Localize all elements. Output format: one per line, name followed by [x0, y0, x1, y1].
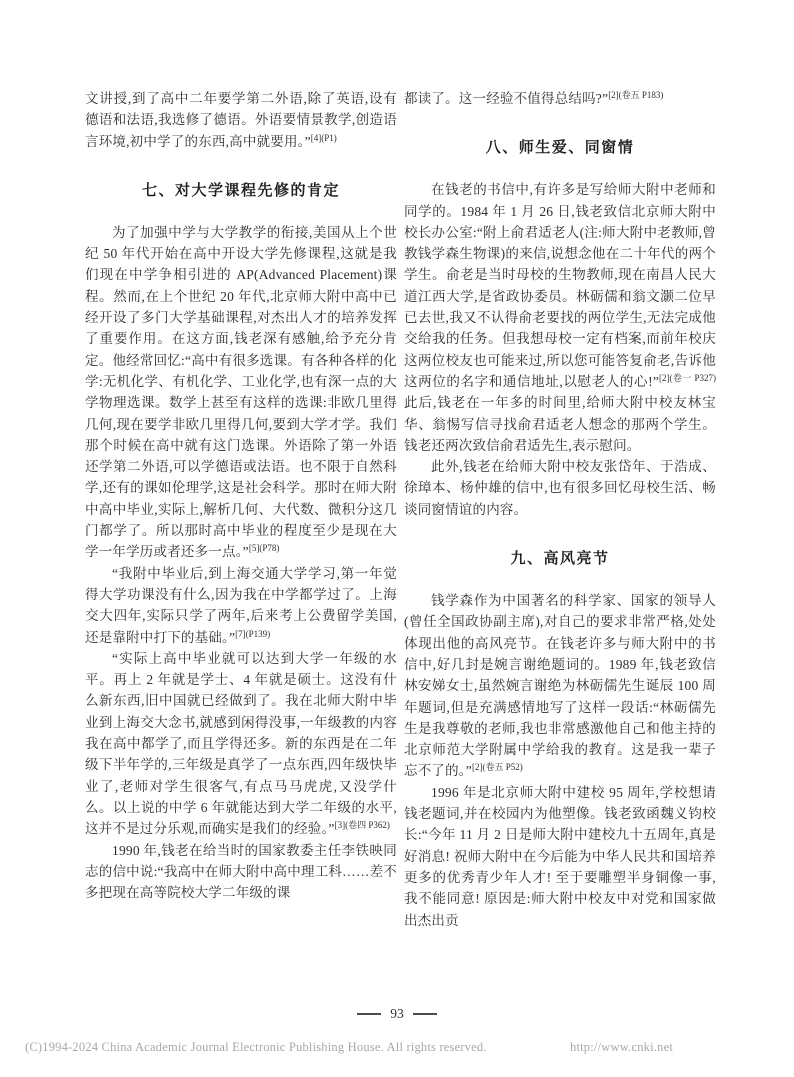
column-right [404, 88, 716, 931]
paragraph: 1990 年,钱老在给当时的国家教委主任李铁映同志的信中说:“我高中在师大附中高中理工科……差不多把现在高等院校大学二年级的课 [85, 842, 397, 901]
section-heading: 九、高风亮节 [510, 550, 610, 568]
footer-url: http://www.cnki.net [570, 1040, 673, 1054]
paragraph: 在钱老的书信中,有许多是写给师大附中老师和同学的。1984 年 1 月 26 日,钱老致信北京师大附中校长办公室:“附上俞君适老人(注:师大附中老教师,曾教钱学森生物课)的来信,说想念他在二十年代的两个学生。俞老是当时母校的生物教师,现在南昌人民大道江西大学,是省政协委员。林砺儒和翁文灏二位早已去世,我又不认得俞老要找的两位学生,无法完成他交给我的任务。但我想母校一定有档案,而前年校庆这两位校友也可能来过,所以您可能答复俞老,告诉他这两位的名字和通信地址,以慰老人的心!”$^{[2](卷一 P327)}$ 此后,钱老在一年多的时间里,给师大附中校友林宝华、翁惕写信寻找俞君适老人想念的那两个学生。钱老还两次致信俞君适先生,表示慰问。 [404, 182, 716, 453]
citation-ref: [2](卷五 P183) [608, 90, 664, 100]
paragraph-continuation: 文讲授,到了高中二年要学第二外语,除了英语,设有德语和法语,我选修了德语。外语要情景教学,创造语言环境,初中学了的东西,高中就要用。”$^{[4](P1)}$ [85, 91, 397, 149]
citation-ref: [4](P1) [310, 132, 337, 143]
section-heading: 七、对大学课程先修的肯定 [141, 181, 340, 199]
citation-ref: [7](P139) [235, 628, 271, 639]
paragraph: 钱学森作为中国著名的科学家、国家的领导人(曾任全国政协副主席),对自己的要求非常严格,处处体现出他的高风亮节。在钱老许多与师大附中的书信中,好几封是婉言谢绝题词的。1989 年,钱老致信林安娣女士,虽然婉言谢绝为林砺儒先生诞辰 100 周年题词,但是充满感情地写了这样一段话:“林砺儒先生是我尊敬的老师,我也非常感激他自己和他主持的北京师范大学附属中学给我的教育。这是我一辈子忘不了的。”$^{[2](卷五 P52)}$ [404, 593, 716, 779]
page-number-dash-left [357, 1013, 381, 1015]
paragraph: “我附中毕业后,到上海交通大学学习,第一年觉得大学功课没有什么,因为我在中学都学过了。上海交大四年,实际只学了两年,后来考上公费留学美国,还是靠附中打下的基础。”$^{[7](P139)}$ [85, 565, 397, 645]
section-heading: 八、师生爱、同窗情 [485, 139, 635, 157]
page-number: 93 [390, 1006, 404, 1021]
paragraph: “实际上高中毕业就可以达到大学一年级的水平。再上 2 年就是学士、4 年就是硕士。这没有什么新东西,旧中国就已经做到了。我在北师大附中毕业到上海交大念书,就感到闲得没事,一年级教的内容我在高中都学了,而且学得还多。新的东西是在二年级下半年学的,三年级是真学了一点东西,四年级快毕业了,老师对学生很客气,有点马马虎虎,又没学什么。以上说的中学 6 年就能达到大学二年级的水平,这并不是过分乐观,而确实是我们的经验。”$^{[3](卷四 P362)}$ [85, 650, 397, 837]
footer-copyright: (C)1994-2024 China Academic Journal Electronic Publishing House. All rights reserved. [25, 1040, 487, 1054]
page-number-dash-right [413, 1013, 437, 1015]
paragraph: 此外,钱老在给师大附中校友张岱年、于浩成、徐璋本、杨仲雄的信中,也有很多回忆母校生活、畅谈同窗情谊的内容。 [404, 459, 716, 517]
citation-ref: [3](卷四 P362) [334, 820, 390, 831]
footer [25, 1040, 673, 1055]
citation-ref: [5](P78) [248, 543, 280, 554]
paragraph: 1996 年是北京师大附中建校 95 周年,学校想请钱老题词,并在校园内为他塑像。钱老致函魏义钧校长:“今年 11 月 2 日是师大附中建校九十五周年,真是好消息! 祝师大附中在今后能为中华人民共和国培养更多的优秀青少年人才! 至于要雕塑半身铜像一事,我不能同意! 原因是:师大附中校友中对党和国家做出杰出贡 [404, 784, 716, 928]
paragraph-continuation: 都读了。这一经验不值得总结吗?”$^{[2](卷五 P183)}$ [404, 90, 664, 106]
paragraph: 为了加强中学与大学教学的衔接,美国从上个世纪 50 年代开始在高中开设大学先修课程,这就是我们现在中学争相引进的 AP(Advanced Placement)课程。然而,在上个世纪 20 年代,北京师大附中高中已经开设了多门大学基础课程,对杰出人才的培养发挥了重要作用。在这方面,钱老深有感触,给予充分肯定。他经常回忆:“高中有很多选课。有各种各样的化学:无机化学、有机化学、工业化学,也有深一点的大学物理选课。数学上甚至有这样的选课:非欧几里得几何,现在要学非欧几里得几何,要到大学才学。我们那个时候在高中就有这门选课。外语除了第一外语还学第二外语,可以学德语或法语。也不限于自然科学,还有的课如伦理学,这是社会科学。那时在师大附中高中毕业,实际上,解析几何、大代数、微积分这几门都学了。所以那时高中毕业的程度至少是现在大学一年学历或者还多一点。”$^{[5](P78)}$ [85, 224, 397, 560]
page-number-row [0, 1004, 794, 1024]
citation-ref: [2](卷五 P52) [471, 762, 523, 773]
citation-ref: [2](卷一 P327) [659, 372, 716, 383]
column-left [85, 88, 397, 903]
